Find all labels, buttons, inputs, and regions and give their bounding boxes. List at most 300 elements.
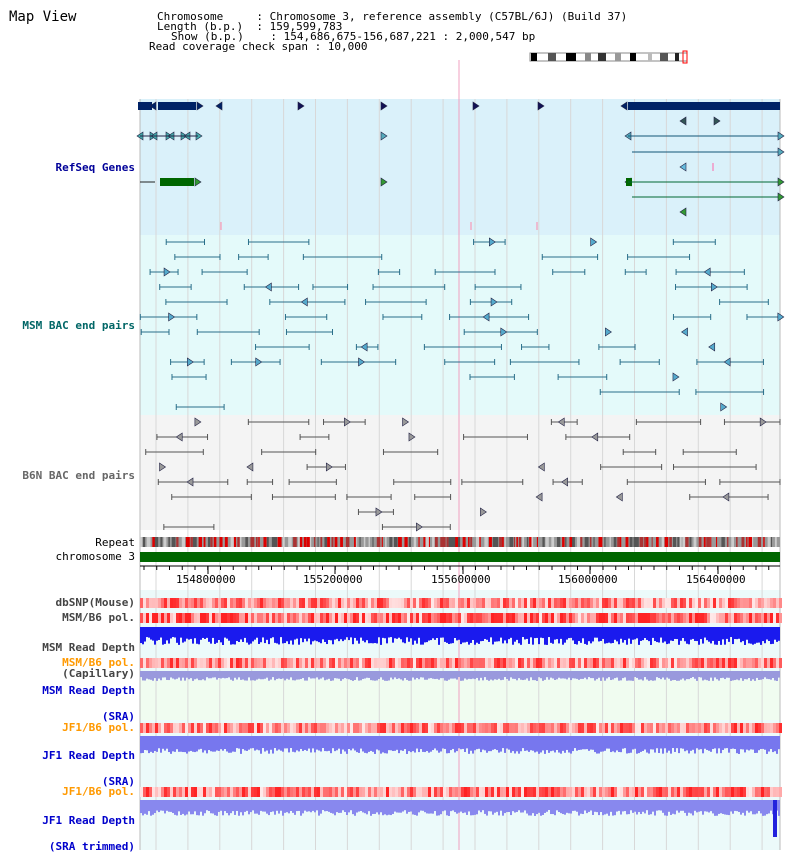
jf1-depth-trimmed-bar — [208, 800, 210, 811]
msm-b6-pol-heat-cell — [536, 613, 539, 623]
jf1-depth-trimmed-bar — [634, 800, 636, 812]
msm-depth-capillary-bar — [314, 627, 316, 641]
msm-depth-capillary-bar — [634, 627, 636, 639]
msm-b6-pol-heat-cell — [176, 613, 179, 623]
msm-b6-pol-heat-cell — [533, 613, 536, 623]
msm-depth-sra-bar — [210, 671, 212, 678]
msm-depth-capillary-bar — [426, 627, 428, 642]
msm-b6-pol-heat-cell — [575, 613, 578, 623]
jf1-depth-sra-bar — [170, 736, 172, 754]
msm-depth-capillary-bar — [702, 627, 704, 644]
jf1-depth-sra-bar — [614, 736, 616, 752]
dbsnp-heat-cell — [683, 598, 686, 608]
msm-b6-pol-sra-heat-cell — [761, 658, 764, 668]
msm-depth-sra-bar — [622, 671, 624, 678]
track-label-refseq[interactable]: RefSeq Genes — [55, 161, 135, 174]
jf1-b6-pol-heat-cell — [284, 723, 287, 733]
jf1-depth-sra-bar — [764, 736, 766, 750]
jf1-depth-sra-bar — [668, 736, 670, 751]
jf1-b6-pol-heat-cell — [161, 723, 164, 733]
gene-arrow — [778, 178, 784, 186]
msm-b6-pol-sra-heat-cell — [776, 658, 779, 668]
msm-b6-pol-sra-heat-cell — [677, 658, 680, 668]
track-label-jf1-b6-pol[interactable]: JF1/B6 pol. — [62, 721, 135, 734]
jf1-b6-pol-trimmed-heat-cell — [776, 787, 779, 797]
dbsnp-heat-cell — [440, 598, 443, 608]
msm-depth-sra-bar — [472, 671, 474, 679]
jf1-depth-sra-bar — [312, 736, 314, 748]
msm-depth-sra-bar — [368, 671, 370, 678]
dbsnp-heat-cell — [407, 598, 410, 608]
jf1-b6-pol-trimmed-heat-cell — [728, 787, 731, 797]
dbsnp-heat-cell — [395, 598, 398, 608]
msm-depth-capillary-bar — [384, 627, 386, 638]
dbsnp-heat-cell — [551, 598, 554, 608]
track-label-msm-b6-pol[interactable]: MSM/B6 pol. — [62, 611, 135, 624]
msm-depth-capillary-bar — [712, 627, 714, 641]
jf1-b6-pol-trimmed-heat-cell — [572, 787, 575, 797]
msm-b6-pol-heat-cell — [374, 613, 377, 623]
jf1-depth-sra-bar — [376, 736, 378, 749]
msm-depth-capillary-bar — [360, 627, 362, 638]
repeat-element — [394, 537, 398, 547]
msm-b6-pol-heat-cell — [272, 613, 275, 623]
jf1-depth-sra-bar — [398, 736, 400, 753]
msm-b6-pol-sra-heat-cell — [758, 658, 761, 668]
msm-depth-sra-bar — [422, 671, 424, 678]
msm-depth-sra-bar — [764, 671, 766, 677]
jf1-b6-pol-trimmed-heat-cell — [296, 787, 299, 797]
repeat-element — [662, 537, 664, 547]
jf1-b6-pol-heat-cell — [542, 723, 545, 733]
msm-depth-sra-bar — [264, 671, 266, 679]
msm-b6-pol-heat-cell — [488, 613, 491, 623]
msm-depth-capillary-bar — [210, 627, 212, 644]
msm-b6-pol-sra-heat-cell — [461, 658, 464, 668]
msm-depth-capillary-bar — [470, 627, 472, 643]
jf1-b6-pol-heat-cell — [422, 723, 425, 733]
jf1-b6-pol-trimmed-heat-cell — [542, 787, 545, 797]
msm-depth-capillary-bar — [772, 627, 774, 644]
msm-b6-pol-sra-heat-cell — [551, 658, 554, 668]
jf1-depth-trimmed-bar — [604, 800, 606, 814]
jf1-depth-sra-bar — [600, 736, 602, 752]
repeat-element — [626, 537, 629, 547]
jf1-b6-pol-trimmed-heat-cell — [746, 787, 749, 797]
msm-b6-pol-sra-heat-cell — [422, 658, 425, 668]
jf1-b6-pol-trimmed-heat-cell — [299, 787, 302, 797]
msm-depth-capillary-bar — [616, 627, 618, 641]
msm-depth-capillary-bar — [206, 627, 208, 638]
jf1-depth-sra-bar — [268, 736, 270, 754]
jf1-b6-pol-heat-cell — [635, 723, 638, 733]
msm-b6-pol-sra-heat-cell — [644, 658, 647, 668]
jf1-depth-sra-bar — [620, 736, 622, 752]
jf1-b6-pol-trimmed-heat-cell — [377, 787, 380, 797]
repeat-element — [406, 537, 407, 547]
jf1-depth-sra-bar — [470, 736, 472, 751]
jf1-b6-pol-heat-cell — [263, 723, 266, 733]
msm-depth-capillary-bar — [202, 627, 204, 638]
msm-depth-capillary-bar — [650, 627, 652, 645]
msm-depth-capillary-bar — [614, 627, 616, 640]
jf1-b6-pol-trimmed-heat-cell — [371, 787, 374, 797]
msm-b6-pol-heat-cell — [572, 613, 575, 623]
msm-depth-capillary-bar — [270, 627, 272, 638]
msm-depth-capillary-bar — [742, 627, 744, 641]
msm-b6-pol-sra-heat-cell — [596, 658, 599, 668]
jf1-depth-sra-bar — [702, 736, 704, 753]
msm-depth-capillary-bar — [294, 627, 296, 640]
msm-depth-capillary-bar — [380, 627, 382, 645]
dbsnp-heat-cell — [269, 598, 272, 608]
msm-depth-sra-bar — [682, 671, 684, 678]
msm-b6-pol-heat-cell — [689, 613, 692, 623]
msm-b6-pol-sra-heat-cell — [314, 658, 317, 668]
msm-depth-sra-bar — [492, 671, 494, 680]
jf1-b6-pol-heat-cell — [440, 723, 443, 733]
msm-b6-pol-sra-heat-cell — [560, 658, 563, 668]
jf1-depth-sra-bar — [394, 736, 396, 751]
msm-b6-pol-sra-heat-cell — [377, 658, 380, 668]
jf1-depth-sra-bar — [656, 736, 658, 748]
repeat-element — [193, 537, 197, 547]
jf1-b6-pol-trimmed-heat-cell — [152, 787, 155, 797]
msm-b6-pol-heat-cell — [704, 613, 707, 623]
msm-b6-pol-sra-heat-cell — [542, 658, 545, 668]
jf1-depth-trimmed-bar — [496, 800, 498, 812]
msm-depth-sra-bar — [598, 671, 600, 678]
msm-depth-capillary-bar — [496, 627, 498, 641]
repeat-element — [168, 537, 170, 547]
msm-depth-capillary-bar — [546, 627, 548, 645]
jf1-b6-pol-trimmed-heat-cell — [575, 787, 578, 797]
jf1-depth-trimmed-bar — [142, 800, 144, 815]
jf1-depth-trimmed-bar — [594, 800, 596, 812]
jf1-depth-sra-bar — [384, 736, 386, 753]
track-label-jf1-depth-sra[interactable] — [0, 736, 135, 788]
jf1-depth-sra-bar — [548, 736, 550, 753]
track-label-b6n-bac[interactable]: B6N BAC end pairs — [22, 469, 135, 482]
jf1-depth-trimmed-bar — [502, 800, 504, 816]
jf1-b6-pol-heat-cell — [677, 723, 680, 733]
jf1-depth-trimmed-bar — [194, 800, 196, 811]
msm-depth-sra-bar — [704, 671, 706, 680]
msm-depth-capillary-bar — [504, 627, 506, 640]
msm-b6-pol-heat-cell — [551, 613, 554, 623]
jf1-b6-pol-trimmed-heat-cell — [656, 787, 659, 797]
msm-depth-sra-bar — [566, 671, 568, 679]
msm-depth-sra-bar — [156, 671, 158, 681]
repeat-element — [208, 537, 210, 547]
msm-depth-sra-bar — [658, 671, 660, 678]
msm-b6-pol-heat-cell — [188, 613, 191, 623]
msm-depth-capillary-bar — [734, 627, 736, 639]
ideogram-band — [548, 53, 556, 61]
dbsnp-heat-cell — [431, 598, 434, 608]
jf1-b6-pol-heat-cell — [203, 723, 206, 733]
msm-depth-capillary-bar — [282, 627, 284, 643]
repeat-element — [673, 537, 676, 547]
msm-b6-pol-heat-cell — [647, 613, 650, 623]
msm-depth-capillary-bar — [580, 627, 582, 643]
msm-b6-pol-sra-heat-cell — [374, 658, 377, 668]
msm-depth-sra-bar — [692, 671, 694, 677]
msm-depth-capillary-bar — [646, 627, 648, 640]
jf1-depth-sra-bar — [262, 736, 264, 748]
jf1-b6-pol-trimmed-heat-cell — [278, 787, 281, 797]
msm-depth-capillary-bar — [444, 627, 446, 642]
msm-depth-sra-bar — [238, 671, 240, 677]
msm-depth-capillary-bar — [498, 627, 500, 641]
jf1-b6-pol-trimmed-heat-cell — [698, 787, 701, 797]
msm-depth-sra-bar — [150, 671, 152, 680]
msm-depth-sra-bar — [666, 671, 668, 678]
msm-depth-capillary-bar — [140, 627, 142, 643]
dbsnp-heat-cell — [476, 598, 479, 608]
msm-depth-capillary-bar — [382, 627, 384, 638]
jf1-b6-pol-trimmed-heat-cell — [332, 787, 335, 797]
msm-b6-pol-sra-heat-cell — [716, 658, 719, 668]
jf1-depth-sra-bar — [488, 736, 490, 751]
msm-depth-capillary-bar — [518, 627, 520, 643]
track-label-jf1-b6-pol-trimmed[interactable]: JF1/B6 pol. — [62, 785, 135, 798]
msm-depth-sra-bar — [352, 671, 354, 681]
dbsnp-heat-cell — [611, 598, 614, 608]
msm-depth-sra-bar — [496, 671, 498, 680]
msm-depth-sra-bar — [282, 671, 284, 678]
dbsnp-heat-cell — [365, 598, 368, 608]
jf1-b6-pol-heat-cell — [638, 723, 641, 733]
jf1-depth-trimmed-bar — [684, 800, 686, 813]
msm-b6-pol-heat-cell — [245, 613, 248, 623]
repeat-element — [646, 537, 648, 547]
jf1-b6-pol-trimmed-heat-cell — [305, 787, 308, 797]
jf1-depth-sra-bar — [568, 736, 570, 753]
msm-depth-sra-bar — [460, 671, 462, 681]
jf1-depth-sra-bar — [500, 736, 502, 752]
jf1-depth-trimmed-bar — [284, 800, 286, 813]
msm-b6-pol-heat-cell — [656, 613, 659, 623]
jf1-depth-trimmed-bar — [658, 800, 660, 810]
msm-b6-pol-sra-heat-cell — [647, 658, 650, 668]
jf1-depth-trimmed-bar — [192, 800, 194, 814]
jf1-depth-sra-bar — [228, 736, 230, 753]
msm-depth-sra-bar — [490, 671, 492, 680]
msm-depth-capillary-bar — [236, 627, 238, 641]
jf1-b6-pol-trimmed-heat-cell — [227, 787, 230, 797]
msm-depth-sra-bar — [592, 671, 594, 678]
msm-b6-pol-heat-cell — [620, 613, 623, 623]
msm-b6-pol-heat-cell — [482, 613, 485, 623]
jf1-b6-pol-trimmed-heat-cell — [395, 787, 398, 797]
msm-b6-pol-sra-heat-cell — [701, 658, 704, 668]
jf1-b6-pol-heat-cell — [656, 723, 659, 733]
track-label-dbsnp[interactable]: dbSNP(Mouse) — [55, 596, 135, 609]
jf1-depth-trimmed-bar — [222, 800, 224, 815]
jf1-depth-trimmed-bar — [344, 800, 346, 812]
msm-depth-sra-bar — [324, 671, 326, 680]
repeat-element — [516, 537, 518, 547]
msm-depth-capillary-bar — [170, 627, 172, 638]
jf1-depth-sra-bar — [168, 736, 170, 752]
repeat-element — [656, 537, 659, 547]
msm-b6-pol-heat-cell — [740, 613, 743, 623]
msm-b6-pol-sra-heat-cell — [380, 658, 383, 668]
msm-depth-capillary-bar — [262, 627, 264, 637]
track-label-jf1-depth-trimmed[interactable] — [0, 801, 135, 853]
msm-b6-pol-sra-heat-cell — [755, 658, 758, 668]
msm-depth-sra-bar — [646, 671, 648, 680]
msm-b6-pol-heat-cell — [701, 613, 704, 623]
jf1-b6-pol-heat-cell — [554, 723, 557, 733]
jf1-depth-trimmed-bar — [378, 800, 380, 815]
jf1-depth-sra-bar — [692, 736, 694, 750]
msm-depth-sra-bar — [458, 671, 460, 677]
dbsnp-heat-cell — [749, 598, 752, 608]
jf1-b6-pol-trimmed-heat-cell — [677, 787, 680, 797]
jf1-depth-sra-bar — [524, 736, 526, 751]
jf1-b6-pol-heat-cell — [731, 723, 734, 733]
jf1-b6-pol-trimmed-heat-cell — [548, 787, 551, 797]
jf1-depth-sra-bar — [624, 736, 626, 748]
dbsnp-heat-cell — [248, 598, 251, 608]
dbsnp-heat-cell — [416, 598, 419, 608]
jf1-depth-trimmed-bar — [544, 800, 546, 813]
msm-b6-pol-heat-cell — [419, 613, 422, 623]
msm-depth-sra-bar — [678, 671, 680, 681]
msm-b6-pol-sra-heat-cell — [479, 658, 482, 668]
jf1-depth-trimmed-bar — [596, 800, 598, 812]
jf1-depth-trimmed-bar — [186, 800, 188, 814]
msm-depth-sra-bar — [286, 671, 288, 679]
jf1-b6-pol-trimmed-heat-cell — [209, 787, 212, 797]
jf1-depth-trimmed-bar — [516, 800, 518, 812]
msm-depth-capillary-bar — [192, 627, 194, 644]
dbsnp-heat-cell — [425, 598, 428, 608]
repeat-element — [432, 537, 434, 547]
msm-depth-capillary-bar — [640, 627, 642, 641]
jf1-depth-sra-bar — [604, 736, 606, 751]
jf1-b6-pol-heat-cell — [728, 723, 731, 733]
msm-depth-sra-bar — [448, 671, 450, 680]
jf1-depth-trimmed-bar — [168, 800, 170, 812]
jf1-depth-sra-bar — [598, 736, 600, 753]
msm-depth-sra-bar — [334, 671, 336, 678]
msm-depth-sra-bar — [550, 671, 552, 678]
msm-depth-capillary-bar — [590, 627, 592, 643]
msm-b6-pol-sra-heat-cell — [155, 658, 158, 668]
msm-depth-capillary-bar — [582, 627, 584, 638]
repeat-element — [598, 537, 602, 547]
track-label-msm-b6-pol-sra[interactable]: MSM/B6 pol. — [62, 656, 135, 669]
msm-depth-sra-bar — [212, 671, 214, 678]
jf1-b6-pol-heat-cell — [191, 723, 194, 733]
msm-b6-pol-sra-heat-cell — [401, 658, 404, 668]
msm-depth-capillary-bar — [178, 627, 180, 645]
msm-depth-capillary-bar — [340, 627, 342, 639]
jf1-b6-pol-trimmed-heat-cell — [437, 787, 440, 797]
jf1-depth-sra-bar — [334, 736, 336, 751]
jf1-depth-trimmed-bar — [548, 800, 550, 810]
msm-depth-sra-bar — [588, 671, 590, 677]
jf1-depth-trimmed-bar — [738, 800, 740, 812]
repeat-element — [382, 537, 383, 547]
msm-depth-capillary-bar — [718, 627, 720, 641]
msm-depth-capillary-bar — [354, 627, 356, 638]
msm-depth-capillary-bar — [372, 627, 374, 643]
dbsnp-heat-cell — [455, 598, 458, 608]
msm-b6-pol-sra-heat-cell — [662, 658, 665, 668]
chromosome-info: Chromosome : Chromosome 3, reference assembly (C57BL/6J) (Build 37) — [157, 10, 628, 23]
jf1-depth-sra-bar — [156, 736, 158, 752]
jf1-depth-sra-bar — [240, 736, 242, 754]
msm-b6-pol-heat-cell — [200, 613, 203, 623]
msm-depth-capillary-bar — [310, 627, 312, 644]
msm-b6-pol-sra-heat-cell — [656, 658, 659, 668]
msm-depth-capillary-bar — [180, 627, 182, 638]
jf1-depth-trimmed-bar — [262, 800, 264, 812]
dbsnp-heat-cell — [674, 598, 677, 608]
jf1-depth-trimmed-bar — [666, 800, 668, 816]
msm-b6-pol-sra-heat-cell — [617, 658, 620, 668]
jf1-depth-sra-bar — [754, 736, 756, 753]
repeat-element — [310, 537, 311, 547]
jf1-depth-sra-bar — [442, 736, 444, 748]
dbsnp-heat-cell — [464, 598, 467, 608]
ideogram-band — [630, 53, 636, 61]
jf1-depth-sra-bar — [456, 736, 458, 751]
jf1-depth-sra-bar — [244, 736, 246, 750]
track-label-msm-bac[interactable]: MSM BAC end pairs — [22, 319, 135, 332]
msm-depth-sra-bar — [172, 671, 174, 679]
msm-depth-sra-bar — [280, 671, 282, 679]
msm-depth-sra-bar — [768, 671, 770, 679]
jf1-b6-pol-heat-cell — [377, 723, 380, 733]
dbsnp-heat-cell — [245, 598, 248, 608]
jf1-b6-pol-trimmed-heat-cell — [428, 787, 431, 797]
jf1-depth-trimmed-bar — [404, 800, 406, 810]
jf1-depth-sra-bar — [314, 736, 316, 752]
msm-b6-pol-heat-cell — [767, 613, 770, 623]
jf1-b6-pol-heat-cell — [329, 723, 332, 733]
msm-b6-pol-sra-heat-cell — [527, 658, 530, 668]
msm-b6-pol-sra-heat-cell — [437, 658, 440, 668]
msm-depth-sra-bar — [442, 671, 444, 678]
msm-depth-sra-bar — [748, 671, 750, 678]
track-label-msm-depth-sra[interactable] — [0, 671, 135, 723]
msm-b6-pol-heat-cell — [377, 613, 380, 623]
msm-b6-pol-sra-heat-cell — [641, 658, 644, 668]
jf1-b6-pol-heat-cell — [308, 723, 311, 733]
jf1-b6-pol-heat-cell — [653, 723, 656, 733]
msm-depth-sra-bar — [320, 671, 322, 679]
jf1-depth-sra-bar — [208, 736, 210, 750]
jf1-depth-sra-bar — [302, 736, 304, 751]
msm-b6-pol-heat-cell — [224, 613, 227, 623]
msm-b6-pol-heat-cell — [698, 613, 701, 623]
msm-depth-capillary-bar — [390, 627, 392, 637]
dbsnp-heat-cell — [233, 598, 236, 608]
jf1-b6-pol-trimmed-heat-cell — [158, 787, 161, 797]
dbsnp-heat-cell — [533, 598, 536, 608]
msm-depth-sra-bar — [760, 671, 762, 680]
jf1-depth-sra-bar — [642, 736, 644, 751]
jf1-depth-trimmed-bar — [318, 800, 320, 816]
jf1-b6-pol-heat-cell — [533, 723, 536, 733]
msm-b6-pol-heat-cell — [563, 613, 566, 623]
msm-depth-sra-bar — [482, 671, 484, 680]
